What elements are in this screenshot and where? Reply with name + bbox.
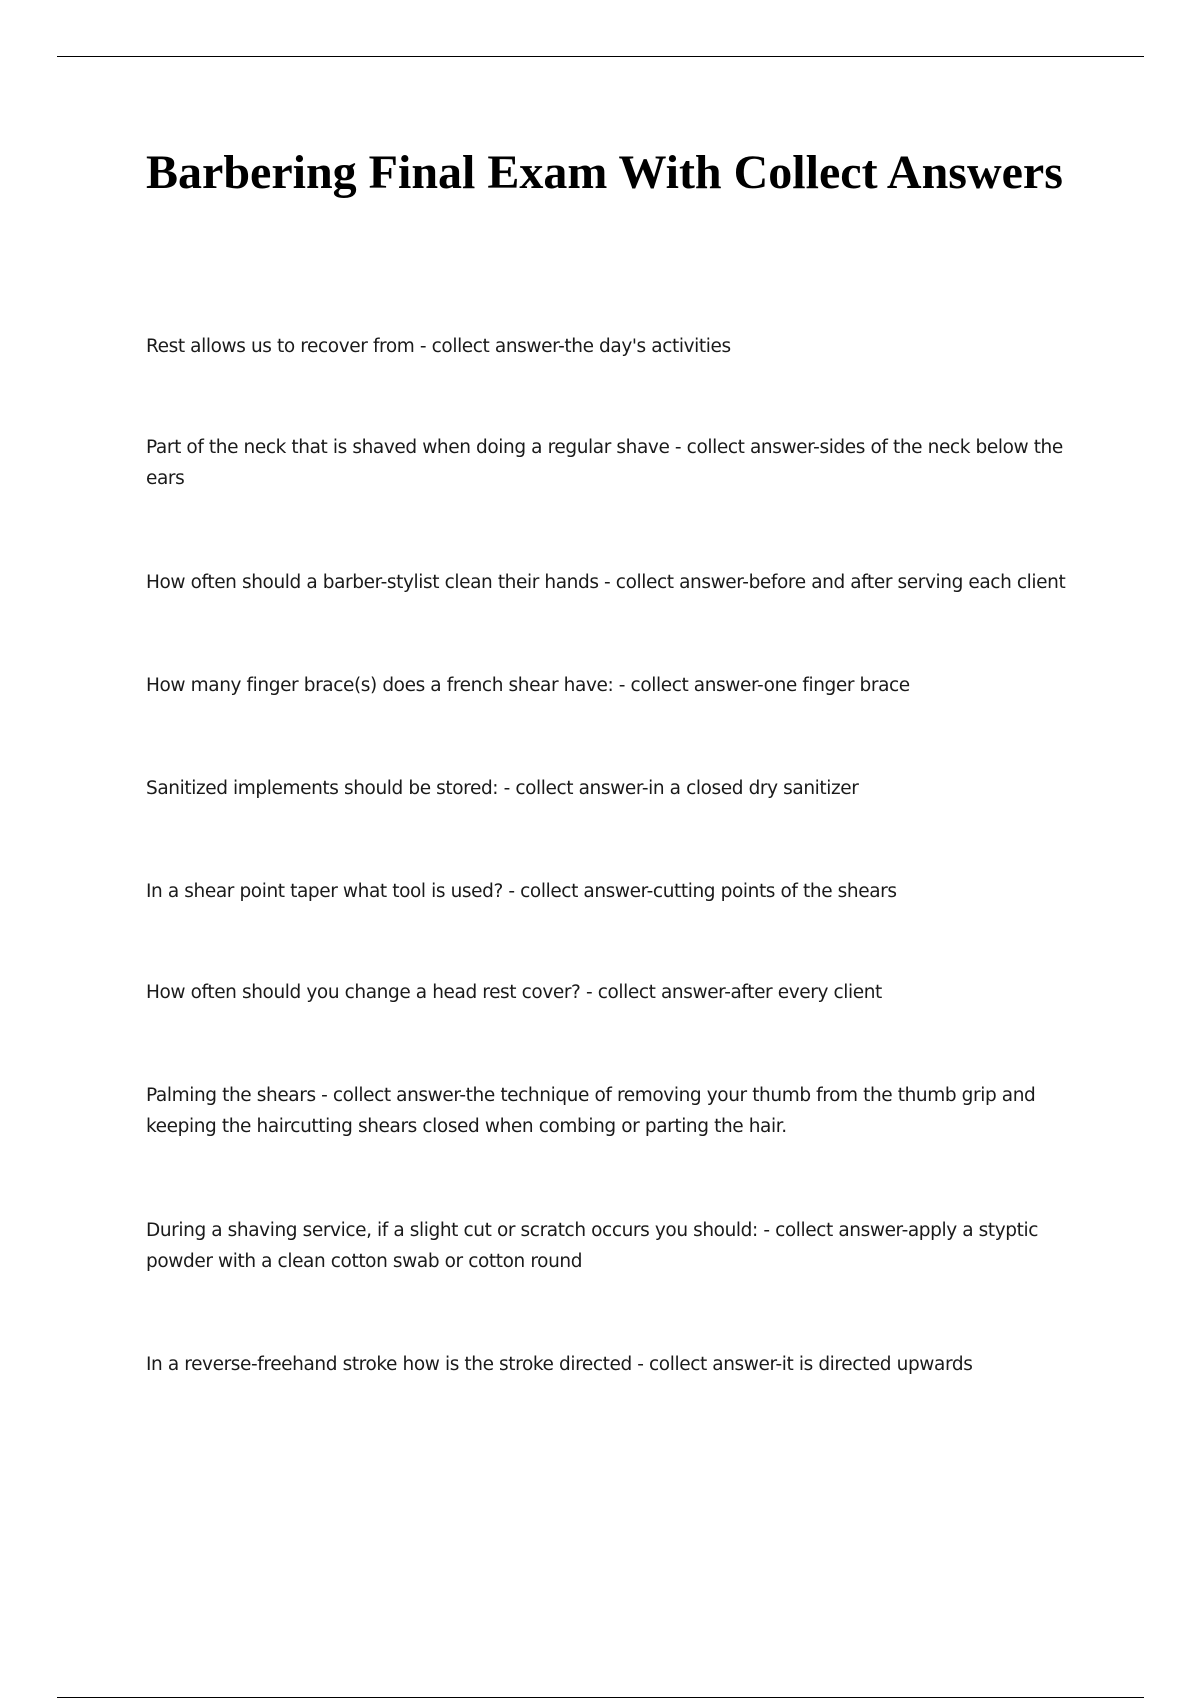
- qa-item-5: Sanitized implements should be stored: - collect answer-in a closed dry sanitizer: [146, 778, 859, 799]
- qa-item-6: In a shear point taper what tool is used? - collect answer-cutting points of the shears: [146, 881, 897, 902]
- qa-item-1: Rest allows us to recover from - collect answer-the day's activities: [146, 336, 731, 357]
- qa-item-10: In a reverse-freehand stroke how is the stroke directed - collect answer-it is directed upwards: [146, 1354, 973, 1375]
- qa-item-8: Palming the shears - collect answer-the technique of removing your thumb from the thumb grip and keeping the haircutting shears closed when combing or parting the hair.: [146, 1085, 1036, 1137]
- qa-item-7: How often should you change a head rest cover? - collect answer-after every client: [146, 982, 882, 1003]
- document-title: Barbering Final Exam With Collect Answers: [146, 146, 1063, 199]
- header-rule: [57, 56, 1144, 57]
- qa-item-4: How many finger brace(s) does a french shear have: - collect answer-one finger brace: [146, 675, 910, 696]
- qa-item-2: Part of the neck that is shaved when doing a regular shave - collect answer-sides of the neck below the ears: [146, 437, 1063, 489]
- footer-rule: [57, 1697, 1144, 1698]
- qa-item-9: During a shaving service, if a slight cut or scratch occurs you should: - collect answer-apply a styptic powder with a clean cotton swab or cotton round: [146, 1220, 1039, 1272]
- qa-item-3: How often should a barber-stylist clean their hands - collect answer-before and after serving each client: [146, 572, 1066, 593]
